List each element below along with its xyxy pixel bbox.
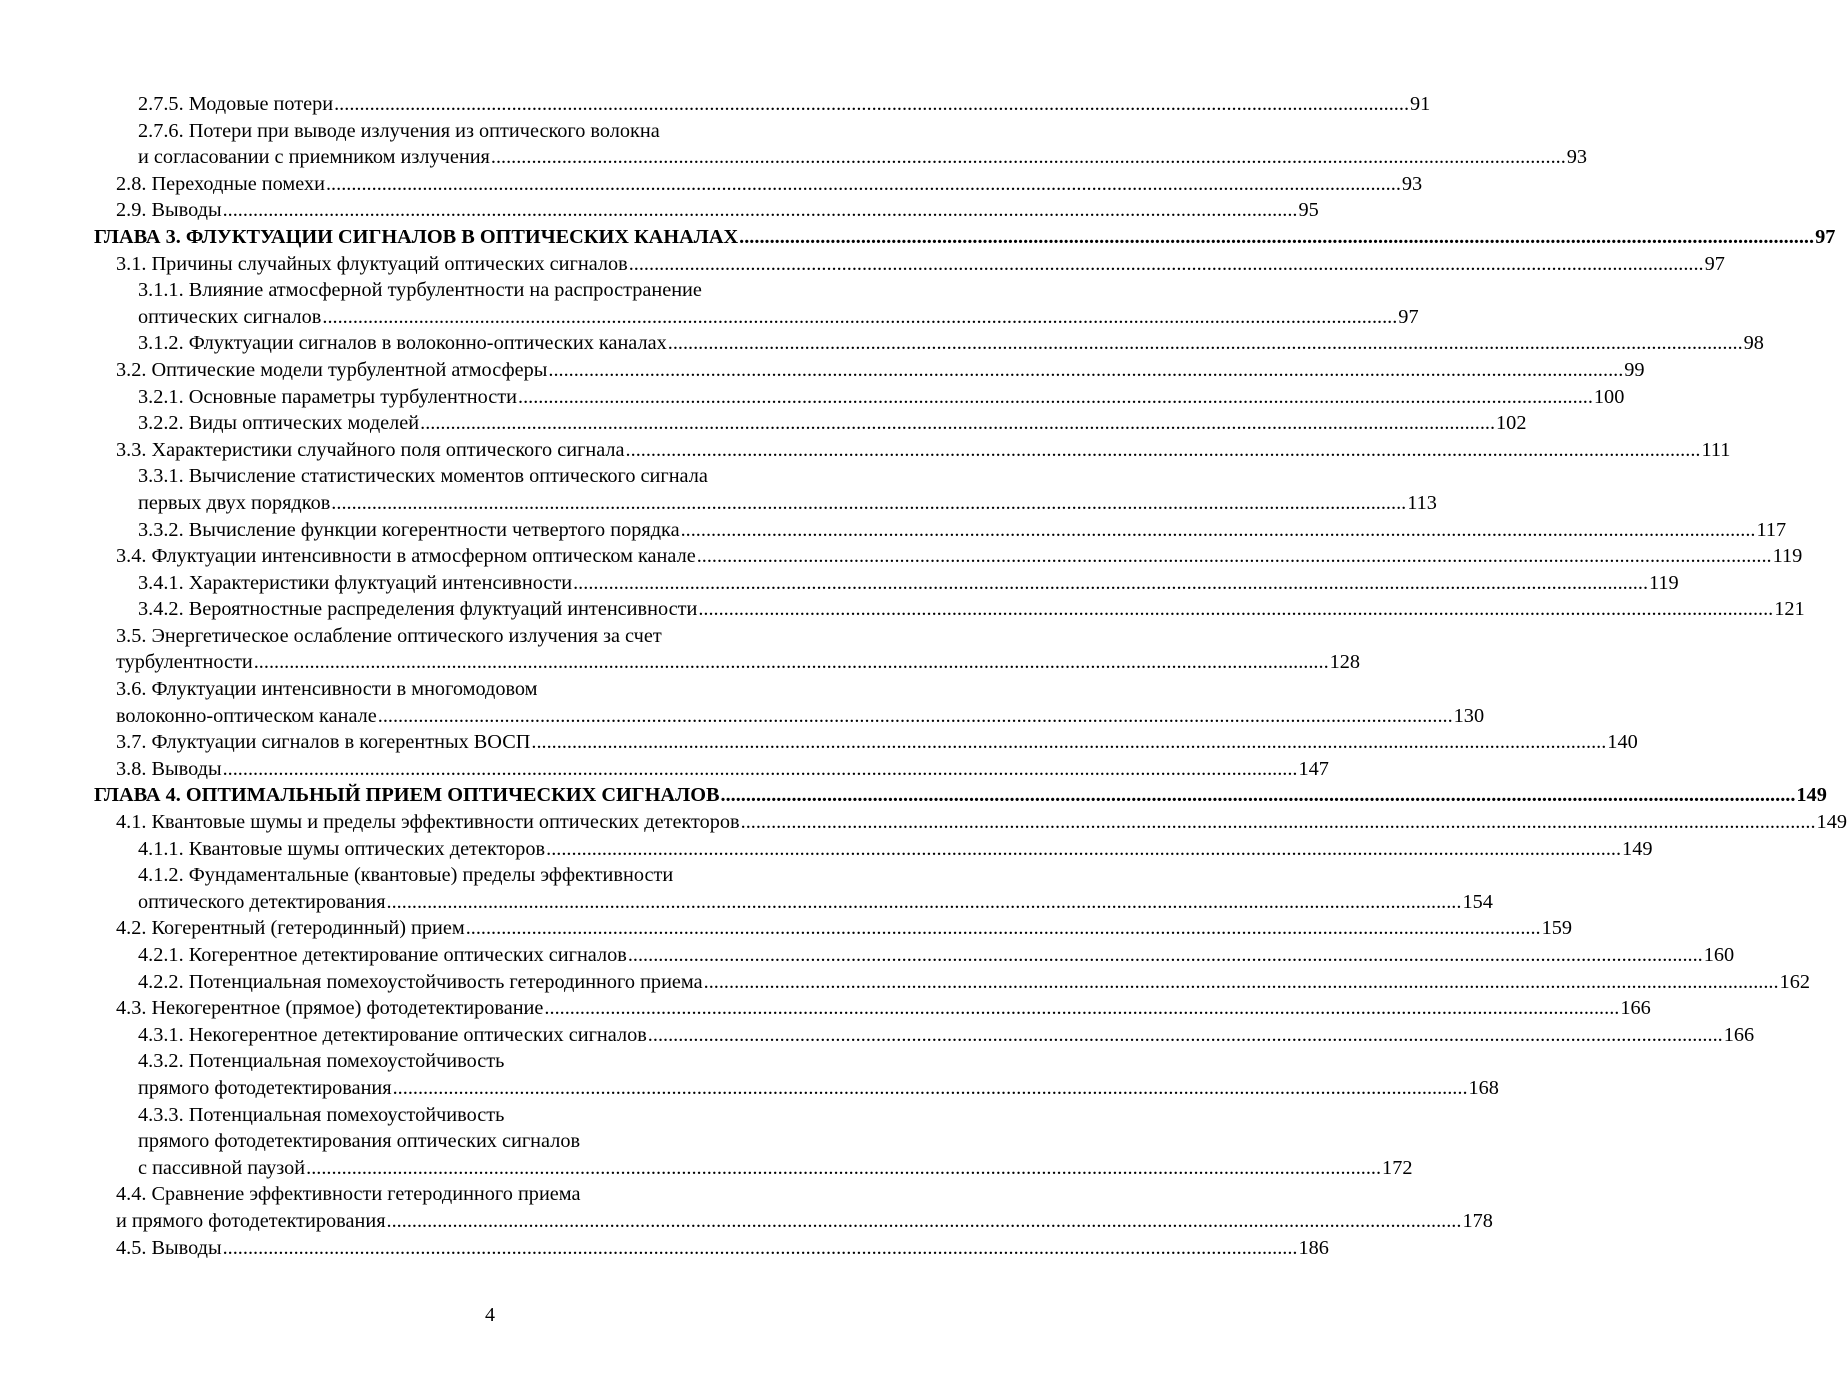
dot-leader: ....................................................................................................................................................................................................................	[331, 491, 1407, 514]
dot-leader: ....................................................................................................................................................................................................................	[573, 571, 1649, 594]
toc-entry	[138, 463, 1437, 516]
toc-entry	[138, 1102, 1413, 1182]
toc-entry-title: 3.2.2. Виды оптических моделей	[138, 412, 420, 435]
dot-leader: ....................................................................................................................................................................................................................	[548, 358, 1624, 381]
dot-leader: ....................................................................................................................................................................................................................	[627, 944, 1703, 966]
toc-entry-title: ГЛАВА 3. ФЛУКТУАЦИИ СИГНАЛОВ В ОПТИЧЕСКИХ КАНАЛАХ	[94, 225, 739, 248]
table-of-contents	[94, 91, 1847, 1261]
toc-page-number: 172	[1382, 1156, 1413, 1179]
toc-entry	[138, 596, 1805, 623]
toc-entry-title: 3.3.2. Вычисление функции когерентности четвертого порядка	[138, 518, 680, 541]
dot-leader: ....................................................................................................................................................................................................................	[253, 651, 1329, 674]
toc-entry	[116, 437, 1731, 464]
toc-entry-row	[138, 304, 1419, 331]
dot-leader: ....................................................................................................................................................................................................................	[680, 518, 1756, 541]
toc-entry	[138, 942, 1735, 969]
toc-page-number: 97	[1704, 252, 1725, 275]
toc-entry-title-line: 4.1.2. Фундаментальные (квантовые) пределы эффективности	[138, 864, 674, 887]
dot-leader: ....................................................................................................................................................................................................................	[222, 199, 1298, 222]
page-number: 4	[485, 1304, 495, 1326]
toc-entry	[116, 623, 1361, 676]
dot-leader: ....................................................................................................................................................................................................................	[465, 917, 1541, 940]
toc-entry	[138, 969, 1810, 996]
dot-leader: ....................................................................................................................................................................................................................	[546, 837, 1622, 860]
dot-leader: ....................................................................................................................................................................................................................	[222, 1236, 1298, 1259]
toc-page-number: 117	[1756, 518, 1787, 541]
toc-entry-title: 4.3. Некогерентное (прямое) фотодетектирование	[116, 997, 544, 1020]
toc-page-number: 128	[1329, 651, 1361, 674]
toc-entry-title: 3.4.2. Вероятностные распределения флуктуаций интенсивности	[138, 598, 698, 621]
dot-leader: ....................................................................................................................................................................................................................	[544, 997, 1620, 1020]
toc-entry	[138, 1022, 1755, 1049]
toc-entry-row	[138, 969, 1810, 996]
toc-entry-title: первых двух порядков	[138, 491, 331, 514]
dot-leader: ....................................................................................................................................................................................................................	[740, 811, 1816, 834]
toc-entry-title: 4.1. Квантовые шумы и пределы эффективности оптических детекторов	[116, 811, 740, 834]
toc-entry	[138, 384, 1625, 411]
toc-entry-row	[116, 437, 1731, 464]
toc-entry-row	[116, 251, 1725, 278]
toc-page-number: 99	[1624, 358, 1645, 381]
toc-entry	[138, 862, 1493, 915]
toc-entry-title: прямого фотодетектирования	[138, 1076, 392, 1099]
toc-entry-title: 4.1.1. Квантовые шумы оптических детекторов	[138, 837, 546, 860]
toc-entry-row	[116, 729, 1638, 756]
toc-entry	[138, 118, 1588, 171]
toc-page-number: 98	[1743, 332, 1764, 355]
dot-leader: ....................................................................................................................................................................................................................	[518, 385, 1593, 408]
toc-entry	[138, 517, 1787, 544]
dot-leader: ....................................................................................................................................................................................................................	[334, 93, 1410, 115]
toc-entry	[116, 171, 1423, 198]
toc-page-number: 93	[1566, 146, 1588, 169]
toc-entry	[138, 836, 1653, 863]
toc-page-number: 95	[1298, 199, 1319, 222]
dot-leader: ....................................................................................................................................................................................................................	[531, 731, 1607, 754]
toc-entry-title: 3.4. Флуктуации интенсивности в атмосферном оптическом канале	[116, 545, 696, 568]
toc-page-number: 97	[1815, 225, 1836, 248]
dot-leader: ....................................................................................................................................................................................................................	[490, 146, 1566, 169]
toc-entry-row	[116, 171, 1423, 198]
toc-entry-row	[138, 570, 1679, 597]
toc-entry-title-line: 4.4. Сравнение эффективности гетеродинного приема	[116, 1183, 581, 1206]
toc-entry	[116, 251, 1725, 278]
toc-entry-title-line: 3.3.1. Вычисление статистических моментов оптического сигнала	[138, 465, 708, 488]
toc-page-number: 119	[1772, 545, 1803, 568]
toc-entry	[116, 543, 1803, 570]
toc-entry-title: 4.3.1. Некогерентное детектирование оптических сигналов	[138, 1023, 647, 1046]
toc-entry-title: ГЛАВА 4. ОПТИМАЛЬНЫЙ ПРИЕМ ОПТИЧЕСКИХ СИГНАЛОВ	[94, 784, 720, 807]
toc-entry-row	[138, 144, 1588, 171]
toc-entry	[138, 410, 1527, 437]
toc-entry-title: 3.1. Причины случайных флуктуаций оптических сигналов	[116, 252, 628, 275]
toc-entry-title: 3.4.1. Характеристики флуктуаций интенсивности	[138, 571, 573, 594]
toc-page-number: 147	[1298, 757, 1329, 780]
toc-entry-row	[116, 809, 1847, 836]
toc-page-number: 168	[1468, 1076, 1499, 1099]
toc-page-number: 166	[1620, 997, 1651, 1020]
toc-entry-title-line: 3.6. Флуктуации интенсивности в многомодовом	[116, 678, 538, 701]
toc-entry-title: и согласовании с приемником излучения	[138, 146, 490, 169]
dot-leader: ....................................................................................................................................................................................................................	[222, 757, 1298, 780]
dot-leader: ....................................................................................................................................................................................................................	[698, 598, 1774, 621]
toc-page-number: 100	[1593, 385, 1625, 408]
toc-entry-row	[94, 782, 1827, 809]
toc-entry-title-line: 3.5. Энергетическое ослабление оптического излучения за счет	[116, 624, 662, 647]
dot-leader: ....................................................................................................................................................................................................................	[386, 890, 1462, 913]
toc-entry-row	[138, 490, 1437, 517]
toc-page-number: 111	[1701, 438, 1731, 461]
toc-chapter-entry	[94, 782, 1827, 809]
toc-entry	[116, 756, 1329, 783]
toc-page-number: 119	[1649, 571, 1679, 594]
toc-entry-row	[116, 1208, 1493, 1235]
toc-page-number: 160	[1703, 944, 1735, 966]
toc-entry	[116, 995, 1651, 1022]
toc-entry-row	[138, 1075, 1499, 1102]
toc-page-number: 149	[1796, 784, 1827, 807]
dot-leader: ....................................................................................................................................................................................................................	[325, 172, 1401, 195]
toc-entry-title: волоконно-оптическом канале	[116, 704, 377, 727]
toc-entry-row	[138, 1022, 1755, 1049]
dot-leader: ....................................................................................................................................................................................................................	[703, 970, 1779, 993]
toc-page-number: 154	[1462, 890, 1493, 913]
toc-entry-row	[138, 384, 1625, 411]
dot-leader: ....................................................................................................................................................................................................................	[377, 704, 1453, 727]
toc-entry-row	[94, 224, 1836, 251]
toc-entry-title: 3.2. Оптические модели турбулентной атмосферы	[116, 358, 548, 381]
toc-entry-title: 4.2. Когерентный (гетеродинный) прием	[116, 917, 465, 940]
toc-chapter-entry	[94, 224, 1836, 251]
dot-leader: ....................................................................................................................................................................................................................	[628, 252, 1704, 275]
toc-entry-row	[138, 517, 1787, 544]
toc-entry-row	[138, 942, 1735, 969]
toc-page-number: 130	[1453, 704, 1485, 727]
dot-leader: ....................................................................................................................................................................................................................	[322, 305, 1398, 328]
toc-entry-row	[116, 357, 1645, 384]
toc-entry-title: 3.7. Флуктуации сигналов в когерентных ВОСП	[116, 731, 531, 754]
toc-page-number: 159	[1541, 917, 1573, 940]
dot-leader: ....................................................................................................................................................................................................................	[647, 1023, 1723, 1046]
toc-page-number: 162	[1779, 970, 1810, 993]
toc-page-number: 93	[1401, 172, 1423, 195]
toc-page-number: 102	[1496, 412, 1527, 435]
dot-leader: ....................................................................................................................................................................................................................	[696, 545, 1772, 568]
toc-page-number: 113	[1407, 491, 1437, 514]
toc-entry	[116, 197, 1319, 224]
toc-entry-row	[116, 995, 1651, 1022]
toc-entry-row	[138, 836, 1653, 863]
toc-entry	[116, 1235, 1329, 1262]
toc-page-number: 91	[1410, 93, 1431, 115]
dot-leader: ....................................................................................................................................................................................................................	[739, 225, 1815, 248]
toc-entry	[138, 330, 1764, 357]
toc-entry-title-line: 3.1.1. Влияние атмосферной турбулентности на распространение	[138, 279, 702, 302]
toc-entry	[116, 1181, 1493, 1234]
dot-leader: ....................................................................................................................................................................................................................	[667, 332, 1743, 355]
toc-entry-row	[138, 330, 1764, 357]
toc-entry-title: 2.7.5. Модовые потери	[138, 93, 334, 115]
toc-entry-title: 4.5. Выводы	[116, 1236, 222, 1259]
toc-entry-title: 3.2.1. Основные параметры турбулентности	[138, 385, 517, 408]
toc-entry-row	[138, 91, 1431, 118]
dot-leader: ....................................................................................................................................................................................................................	[625, 438, 1701, 461]
toc-entry-title: оптического детектирования	[138, 890, 386, 913]
dot-leader: ....................................................................................................................................................................................................................	[386, 1209, 1462, 1232]
toc-entry-title-line: прямого фотодетектирования оптических сигналов	[138, 1130, 581, 1153]
toc-entry-row	[138, 410, 1527, 437]
toc-entry	[116, 729, 1638, 756]
toc-entry	[138, 570, 1679, 597]
toc-entry-title: 3.1.2. Флуктуации сигналов в волоконно-оптических каналах	[138, 332, 667, 355]
toc-entry-row	[116, 1235, 1329, 1262]
toc-page-number: 149	[1816, 811, 1847, 834]
toc-entry-row	[138, 596, 1805, 623]
toc-entry-row	[116, 756, 1329, 783]
toc-entry-row	[116, 915, 1573, 942]
toc-page-number: 149	[1622, 837, 1653, 860]
toc-entry-title: 3.3. Характеристики случайного поля оптического сигнала	[116, 438, 625, 461]
toc-entry	[138, 91, 1431, 118]
toc-entry-title-line: 2.7.6. Потери при выводе излучения из оптического волокна	[138, 119, 660, 142]
toc-entry	[138, 277, 1419, 330]
toc-page-number: 178	[1462, 1209, 1493, 1232]
toc-entry	[116, 915, 1573, 942]
toc-entry-title: турбулентности	[116, 651, 253, 674]
toc-page-number: 140	[1607, 731, 1638, 754]
toc-entry-title: 3.8. Выводы	[116, 757, 222, 780]
toc-entry-title: 4.2.2. Потенциальная помехоустойчивость гетеродинного приема	[138, 970, 703, 993]
dot-leader: ....................................................................................................................................................................................................................	[306, 1156, 1382, 1179]
toc-entry-title-line: 4.3.2. Потенциальная помехоустойчивость	[138, 1050, 505, 1073]
toc-entry	[138, 1048, 1499, 1101]
toc-entry-title: с пассивной паузой	[138, 1156, 306, 1179]
toc-page-number: 121	[1774, 598, 1805, 621]
toc-page-number: 186	[1298, 1236, 1329, 1259]
toc-entry-row	[116, 649, 1361, 676]
toc-entry-title: 2.9. Выводы	[116, 199, 222, 222]
toc-entry-row	[116, 703, 1485, 730]
toc-entry	[116, 809, 1847, 836]
toc-entry	[116, 357, 1645, 384]
toc-entry-row	[116, 197, 1319, 224]
toc-entry-title: и прямого фотодетектирования	[116, 1209, 386, 1232]
toc-entry-title: оптических сигналов	[138, 305, 322, 328]
toc-entry-title: 4.2.1. Когерентное детектирование оптических сигналов	[138, 944, 627, 966]
toc-entry-title: 2.8. Переходные помехи	[116, 172, 325, 195]
toc-page-number: 97	[1398, 305, 1419, 328]
dot-leader: ....................................................................................................................................................................................................................	[392, 1076, 1468, 1099]
toc-page-number: 166	[1723, 1023, 1755, 1046]
toc-entry-row	[138, 889, 1493, 916]
dot-leader: ....................................................................................................................................................................................................................	[420, 412, 1496, 435]
dot-leader: ....................................................................................................................................................................................................................	[720, 784, 1796, 807]
toc-entry-title-line: 4.3.3. Потенциальная помехоустойчивость	[138, 1103, 505, 1126]
toc-entry-row	[138, 1155, 1413, 1182]
toc-entry	[116, 676, 1485, 729]
toc-entry-row	[116, 543, 1803, 570]
